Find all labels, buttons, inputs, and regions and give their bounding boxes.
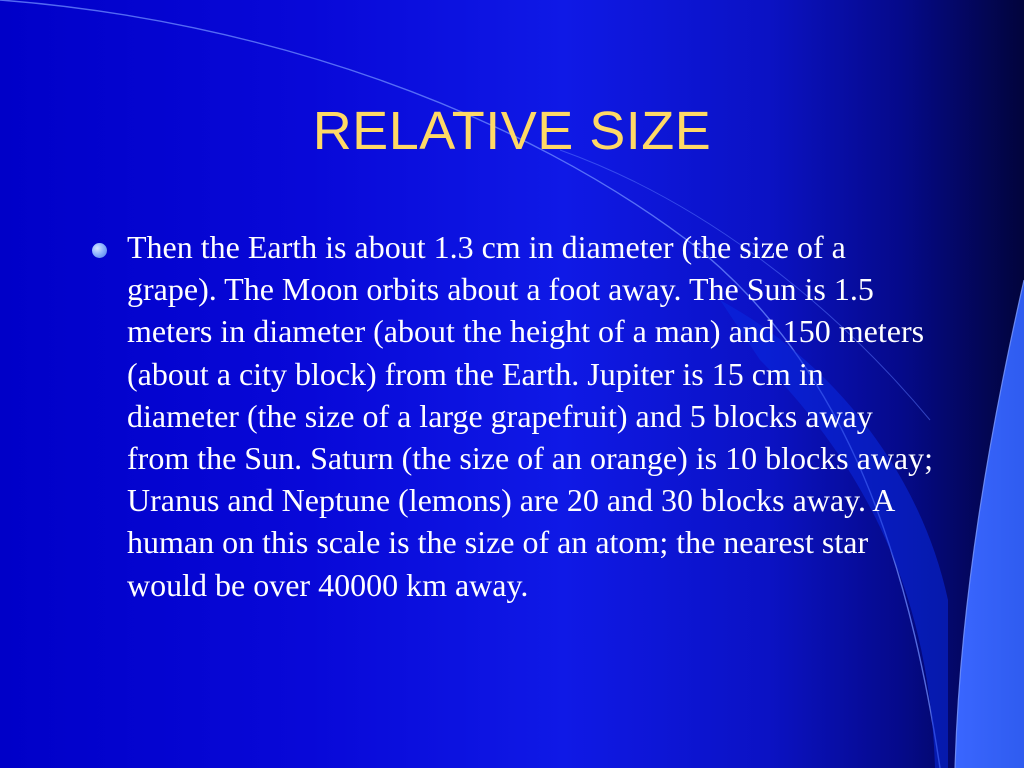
slide-title: RELATIVE SIZE — [312, 101, 712, 161]
bullet-list — [90, 226, 945, 606]
blue-swoosh — [955, 280, 1024, 768]
bullet-text: Then the Earth is about 1.3 cm in diameter (the size of a grape). The Moon orbits about a foot away. The Sun is 1.5 meters in diameter (about the height of a man) and 150 meters (about a city block) from the Earth. Jupiter is 15 cm in diameter (the size of a large grapefruit) and 5 blocks away from the Sun. Saturn (the size of an orange) is 10 blocks away; Uranus and Neptune (lemons) are 20 and 30 blocks away. A human on this scale is the size of an atom; the nearest star would be over 40000 km away. — [127, 229, 934, 603]
bullet-item — [90, 226, 945, 606]
bullet-dot-icon — [92, 243, 107, 258]
